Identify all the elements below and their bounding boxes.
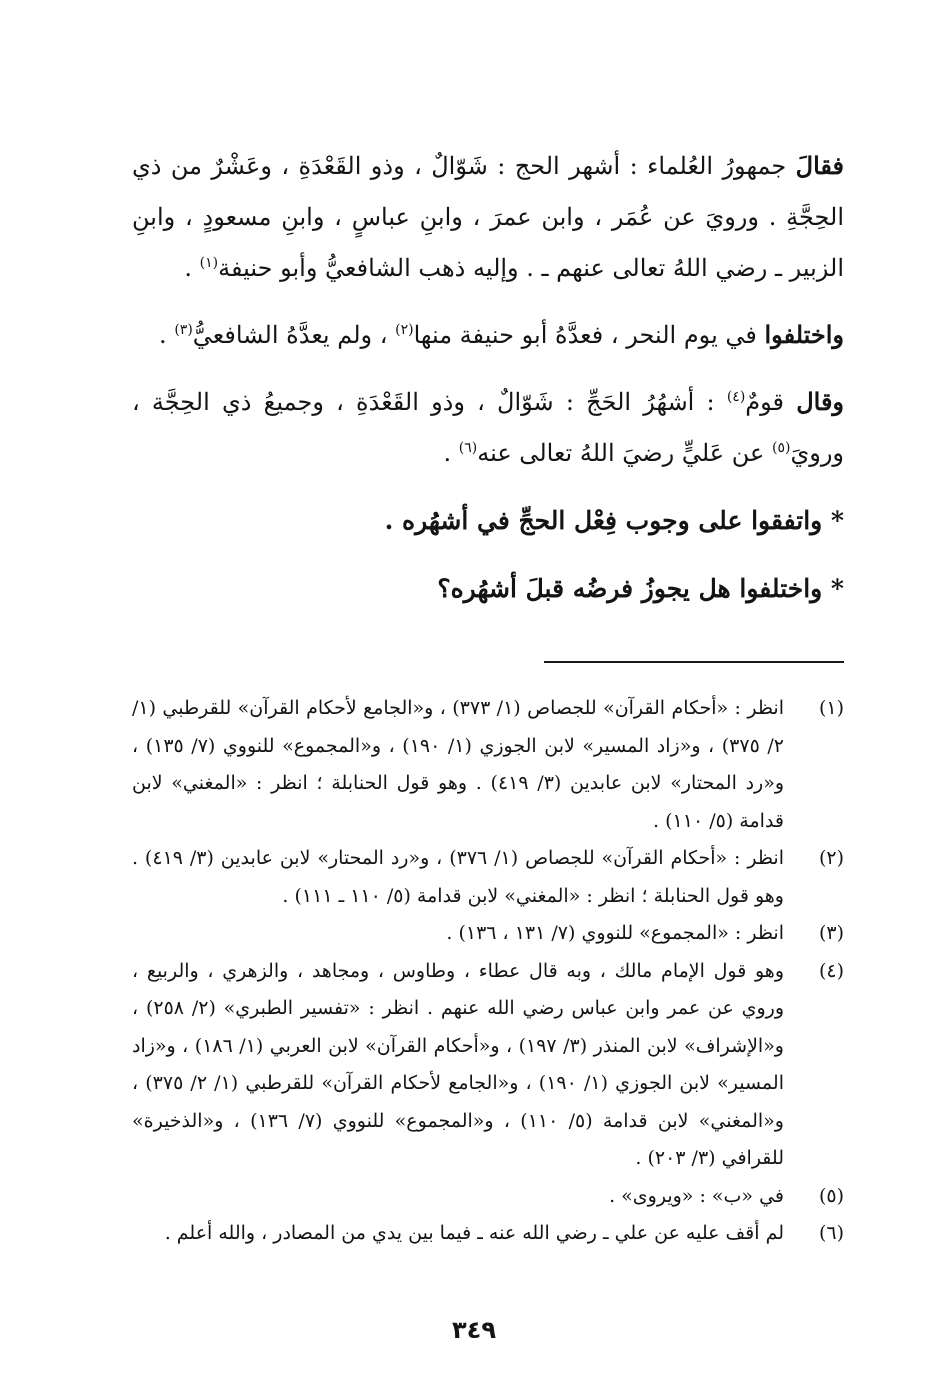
- paragraph-text: قومٌ: [745, 388, 797, 416]
- footnote-number: (٦): [818, 1222, 844, 1244]
- footnote-ref: (٦): [458, 440, 478, 456]
- footnote-ref: (٢): [395, 322, 414, 338]
- footnote-6: [132, 1215, 844, 1253]
- paragraph-end: .: [184, 254, 200, 282]
- footnote-text: في «ب» : «ويروى» .: [609, 1184, 784, 1207]
- footnote-number: (٥): [818, 1184, 844, 1207]
- footnote-text: لم أقف عليه عن علي ـ رضي الله عنه ـ فيما بين يدي من المصادر ، والله أعلم .: [164, 1222, 784, 1244]
- footnote-ref: (٥): [771, 440, 791, 456]
- footnote-number: (٤): [818, 959, 844, 982]
- footnote-ref: (٣): [174, 322, 193, 338]
- footnote-divider: [544, 661, 844, 663]
- paragraph-text: عن عَليٍّ رضيَ اللهُ تعالى عنه: [477, 439, 772, 467]
- paragraph-lead: فقالَ: [795, 151, 844, 180]
- statement-agreement: * واتفقوا على وجوب فِعْل الحجِّ في أشهُره .: [384, 506, 844, 535]
- main-text: [132, 140, 844, 616]
- footnote-4: [132, 953, 844, 1178]
- paragraph-lead: واختلفوا: [764, 320, 844, 349]
- paragraph-3: [132, 376, 844, 479]
- footnote-text: وهو قول الإمام مالك ، وبه قال عطاء ، وطاوس ، ومجاهد ، والزهري ، والربيع ، وروي عن عمر وابن عباس رضي الله عنهم . انظر : «تفسير الطبري» (٢/ ٢٥٨) ، و«الإشراف» لابن المنذر (٣/ ١٩٧) ، و«أحكام القرآن» لابن العربي (١/ ١٨٦) ، و«زاد المسير» لابن الجوزي (١/ ١٩٠) ، و«الجامع لأحكام القرآن» للقرطبي (١/ ٢/ ٣٧٥) ، و«المغني» لابن قدامة (٥/ ١١٠) ، و«المجموع» للنووي (٧/ ١٣٦) ، و«الذخيرة» للقرافي (٣/ ٢٠٣) .: [132, 959, 784, 1169]
- paragraph-text: جمهورُ العُلماء : أشهر الحج : شَوّالٌ ، وذو القَعْدَةِ ، وعَشْرٌ من ذي الحِجَّةِ . ورويَ عن عُمَر ، وابن عمرَ ، وابنِ عباسٍ ، وابنِ مسعودٍ ، وابنِ الزبير ـ رضي اللهُ تعالى عنهم ـ . وإليه ذهب الشافعيُّ وأبو حنيفة: [132, 152, 844, 282]
- paragraph-end: .: [159, 321, 175, 349]
- footnote-5: [132, 1178, 844, 1216]
- footnote-number: (٢): [818, 847, 844, 869]
- footnote-text: انظر : «أحكام القرآن» للجصاص (١/ ٣٧٦) ، و«رد المحتار» لابن عابدين (٣/ ٤١٩) . وهو قول الحنابلة ؛ انظر : «المغني» لابن قدامة (٥/ ١١٠ ـ ١١١) .: [132, 847, 784, 907]
- footnote-2: [132, 840, 844, 915]
- paragraph-text: ، ولم يعدَّهُ الشافعيُّ: [192, 321, 396, 349]
- footnote-number: (٣): [818, 922, 844, 944]
- paragraph-lead: وقال: [796, 387, 845, 416]
- paragraph-text: في يوم النحر ، فعدَّهُ أبو حنيفة منها: [413, 321, 765, 349]
- paragraph-1: [132, 140, 844, 294]
- footnote-ref: (٤): [726, 389, 746, 405]
- statement-disagreement: * واختلفوا هل يجوزُ فرضُه قبلَ أشهُره؟: [437, 574, 844, 603]
- footnote-text: انظر : «أحكام القرآن» للجصاص (١/ ٣٧٣) ، و«الجامع لأحكام القرآن» للقرطبي (١/ ٢/ ٣٧٥) ، و«زاد المسير» لابن الجوزي (١/ ١٩٠) ، و«المجموع» للنووي (٧/ ١٣٥) ، و«رد المحتار» لابن عابدين (٣/ ٤١٩) . وهو قول الحنابلة ؛ انظر : «المغني» لابن قدامة (٥/ ١١٠) .: [132, 697, 785, 832]
- paragraph-2: [132, 309, 844, 361]
- footnote-1: [132, 690, 844, 840]
- footnote-number: (١): [818, 697, 844, 719]
- footnotes-list: [132, 690, 844, 1253]
- footnote-3: [132, 915, 844, 953]
- page-number: ٣٤٩: [452, 1316, 496, 1344]
- footnote-ref: (١): [199, 255, 219, 271]
- footnote-text: انظر : «المجموع» للنووي (٧/ ١٣١ ، ١٣٦) .: [446, 922, 784, 944]
- paragraph-end: .: [443, 439, 459, 467]
- paragraph-text: : أشهُرُ الحَجِّ : شَوّالٌ ، وذو القَعْدَةِ ، وجميعُ ذي الحِجَّة ، ورويَ: [132, 388, 844, 467]
